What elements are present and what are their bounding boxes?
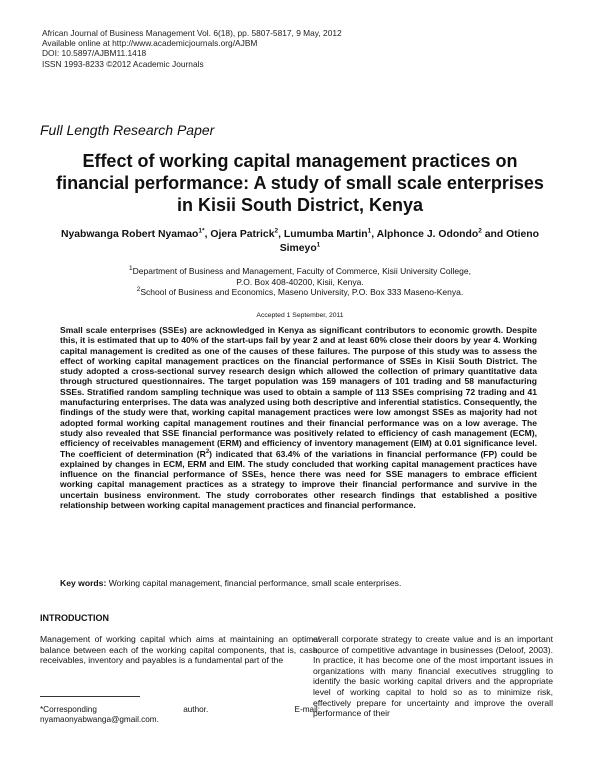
abstract-text-part-2: ) indicated that 63.4% of the variations in financial performance (FP) could be explained by changes in ECM, ERM and EIM. The study concluded that working capital management practices have influence on the financial performance of SSEs, hence there was need for SSE managers to embrace efficient working capital management practices as a strategy to improve their financial performance and survive in the uncertain business environment. The study corroborates other research findings that established a positive relationship between working capital management practices and financial performance. (60, 448, 537, 511)
keywords-text: Working capital management, financial performance, small scale enterprises. (106, 578, 402, 588)
abstract (60, 325, 537, 510)
author-affiliation-mark: 2 (478, 227, 482, 235)
author-separator: , (278, 229, 284, 240)
keywords (60, 578, 540, 589)
footnote-label: *Corresponding (40, 705, 97, 714)
affiliation-mark: 2 (136, 286, 141, 294)
paper-title: Effect of working capital management practices on financial performance: A study of small scale enterprises in Kisii South District, Kenya (56, 151, 544, 215)
footnote-divider (40, 696, 140, 697)
footnote-author: author. (183, 705, 209, 714)
affiliation-1-line-2: P.O. Box 408-40200, Kisii, Kenya. (236, 276, 364, 287)
abstract-text-part-1: Small scale enterprises (SSEs) are acknowledged in Kenya as significant contributors to economic growth. Despite this, it is estimated that up to 40% of the start-ups fail by year 2 and at least 60% close their doors by year 4. Working capital management is credited as one of the causes of these failures. The purpose of this study was to assess the effect of working capital management practices on the financial performance of SSEs in Kisii South District. The study adopted a cross-sectional survey research design which allowed the collection of primary quantitative data through structured questionnaires. The target population was 159 managers of 101 trading and 58 manufacturing SSEs. Stratified random sampling technique was used to obtain a sample of 113 SSEs comprising 72 trading and 41 manufacturing enterprises. The data was analyzed using both descriptive and inferential statistics. Consequently, the findings of the study were that, working capital management practices were low amongst SSEs as majority had not adopted formal working capital management routines and their financial performance was on a low average. The study also revealed that SSE financial performance was positively related to efficiency of cash management (ECM), efficiency of receivables management (ERM) and efficiency of inventory management (EIM) at 0.01 significance level. The coefficient of determination (R (60, 325, 537, 459)
r-squared-superscript: 2 (205, 448, 210, 455)
author-name: Alphonce J. Odondo (376, 229, 479, 240)
introduction-left-column: Management of working capital which aims at maintaining an optimal balance between each of the working capital components, that is, cash, receivables, inventory and payables is a fundamental part of the (40, 634, 320, 666)
author-name: Lumumba Martin (283, 229, 368, 240)
keywords-label: Key words: (60, 578, 107, 588)
author-affiliation-mark: 1* (198, 227, 205, 235)
affiliation-mark: 1 (129, 265, 133, 273)
footnote-email: nyamaonyabwanga@gmail.com. (40, 715, 159, 725)
footnote-line-1 (40, 705, 320, 715)
author-name: Ojera Patrick (210, 229, 275, 240)
journal-masthead (42, 28, 342, 69)
author-separator: , (371, 229, 377, 240)
introduction-heading: INTRODUCTION (40, 613, 109, 623)
affiliation-1 (70, 266, 530, 277)
corresponding-author-footnote (40, 705, 320, 726)
author-separator: and (481, 229, 507, 240)
affiliation-1-line-1: Department of Business and Management, Faculty of Commerce, Kisii University College, (132, 266, 471, 276)
author-list (60, 228, 540, 256)
author-name: Otieno Simeyo (279, 229, 539, 254)
author-name: Nyabwanga Robert Nyamao (60, 229, 199, 240)
issn: ISSN 1993-8233 ©2012 Academic Journals (42, 58, 204, 69)
author-affiliation-mark: 1 (367, 227, 372, 235)
accepted-date: Accepted 1 September, 2011 (256, 312, 344, 319)
online-availability: Available online at http://www.academicjournals.org/AJBM (42, 38, 258, 49)
paper-type: Full Length Research Paper (40, 122, 215, 138)
author-affiliation-mark: 2 (274, 227, 279, 235)
affiliation-2-line-1: School of Business and Economics, Maseno University, P.O. Box 333 Maseno-Kenya. (140, 287, 464, 298)
affiliation-2 (70, 287, 530, 298)
affiliations (70, 266, 530, 298)
journal-citation: African Journal of Business Management Vol. 6(18), pp. 5807-5817, 9 May, 2012 (42, 28, 342, 38)
introduction-right-column: overall corporate strategy to create value and is an important source of competitive advantage in businesses (Deloof, 2003). In practice, it has become one of the most important issues in organizations with many financial executives struggling to identify the basic working capital drivers and the appropriate level of working capital to hold so as to minimize risk, effectively prepare for uncertainty and improve the overall performance of their (313, 634, 553, 719)
footnote-email-label: E-mail: (294, 705, 320, 714)
author-separator: , (204, 229, 211, 240)
doi: DOI: 10.5897/AJBM11.1418 (42, 48, 147, 59)
author-affiliation-mark: 1 (316, 241, 321, 249)
